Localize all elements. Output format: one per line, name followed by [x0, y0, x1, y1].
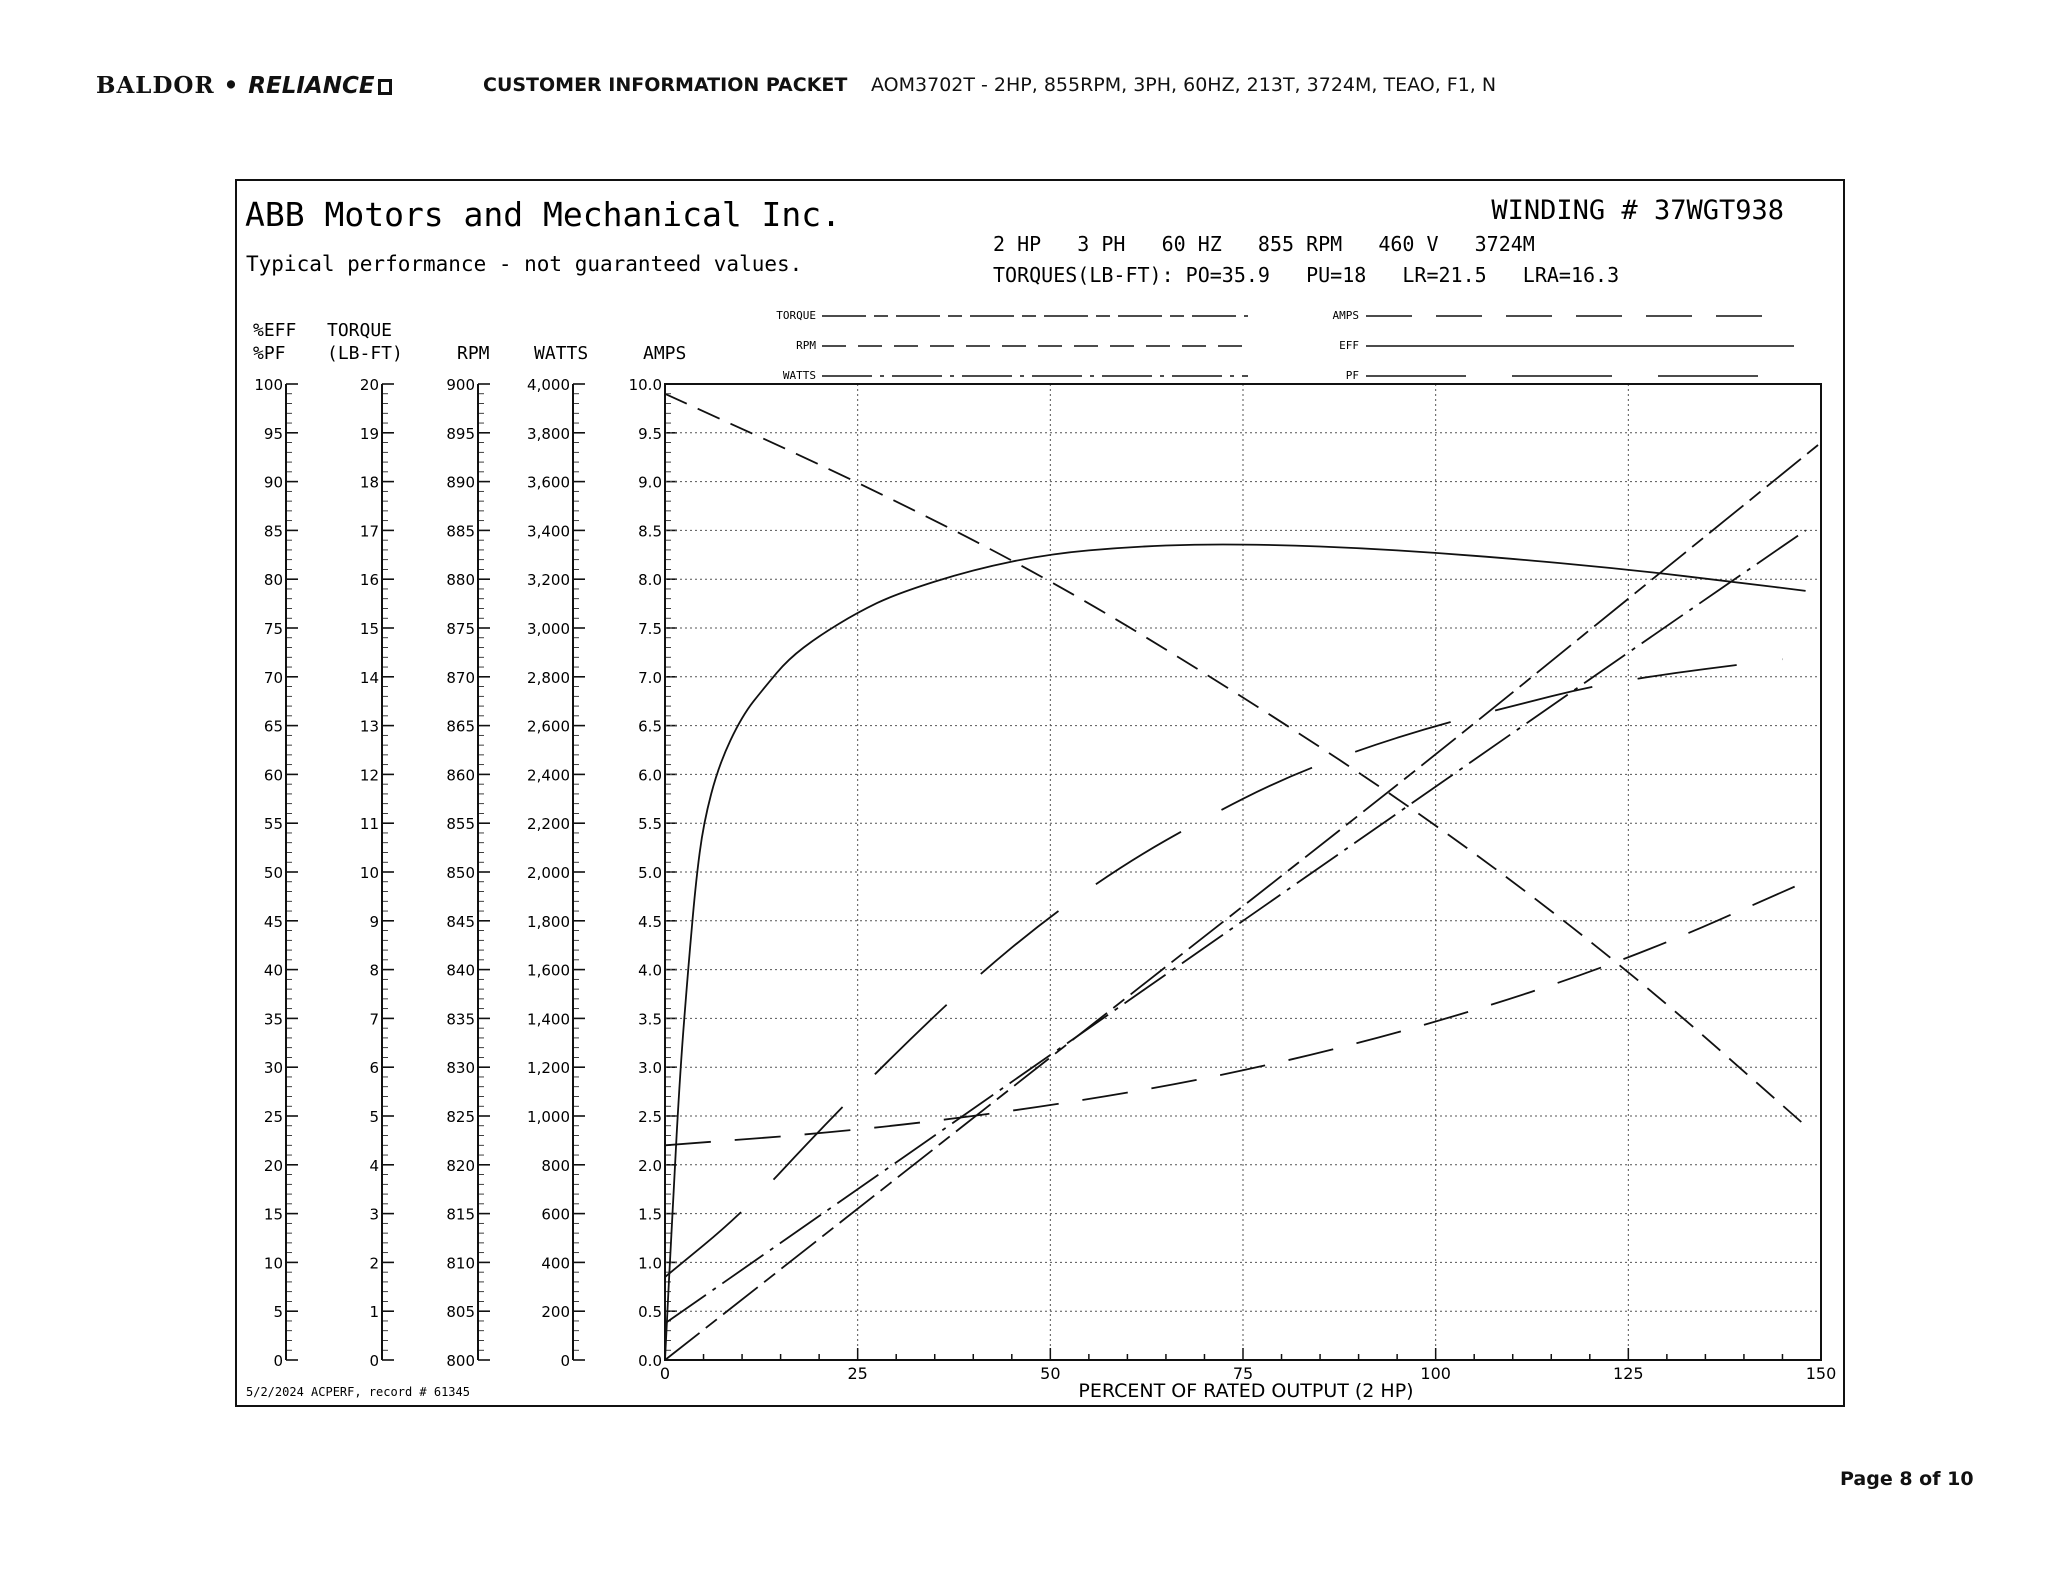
- axis-tick-label: 800: [541, 1156, 570, 1175]
- series-line-rpm: [665, 394, 1806, 1126]
- axis-tick-label: 1.0: [638, 1254, 662, 1273]
- model-description: AOM3702T - 2HP, 855RPM, 3PH, 60HZ, 213T, 3724M, TEAO, F1, N: [871, 74, 1497, 96]
- brand-dot: •: [223, 72, 240, 99]
- axis-tick-label: 3,000: [527, 620, 570, 638]
- legend-entry: [1333, 309, 1785, 322]
- x-axis-label: PERCENT OF RATED OUTPUT (2 HP): [1078, 1380, 1414, 1402]
- legend-label: WATTS: [782, 369, 816, 382]
- x-tick-label: 100: [1420, 1364, 1451, 1383]
- axis-tick-label: 40: [263, 961, 283, 980]
- axis-tick-label: 2,400: [527, 766, 570, 785]
- chart-legend: [776, 309, 1794, 382]
- axis-tick-label: 80: [263, 571, 283, 590]
- axis-tick-label: 9.5: [638, 424, 662, 443]
- axis-tick-label: 7.0: [638, 668, 662, 687]
- axis-tick-label: 10: [263, 1254, 283, 1273]
- axis-tick-label: 850: [446, 864, 475, 882]
- axis-tick-label: 90: [263, 473, 283, 492]
- brand-left-text: BALDOR: [96, 72, 215, 99]
- axis-tick-label: 2,200: [527, 815, 570, 834]
- axis-tick-label: 15: [359, 620, 379, 638]
- axis-tick-label: 19: [359, 424, 379, 443]
- legend-label: PF: [1345, 369, 1359, 382]
- winding-number: WINDING # 37WGT938: [1491, 195, 1784, 226]
- axis-tick-label: 2,600: [527, 717, 570, 736]
- legend-label: TORQUE: [776, 309, 816, 322]
- axis-tick-label: 9.0: [638, 473, 662, 492]
- value-axis: [253, 320, 298, 1370]
- axis-tick-label: 8: [369, 961, 379, 980]
- axis-tick-label: 815: [446, 1205, 475, 1224]
- axis-tick-label: 20: [263, 1156, 283, 1175]
- axis-tick-label: 8.0: [638, 571, 662, 590]
- axis-header: %EFF: [253, 320, 297, 341]
- axis-tick-label: 875: [446, 620, 475, 638]
- x-tick-label: 125: [1613, 1364, 1644, 1383]
- axis-tick-label: 17: [359, 522, 379, 541]
- axis-tick-label: 2: [369, 1254, 379, 1273]
- axis-header: WATTS: [534, 343, 589, 364]
- axis-tick-label: 3: [369, 1205, 379, 1224]
- axis-tick-label: 4: [369, 1156, 379, 1175]
- axis-tick-label: 1,200: [527, 1059, 570, 1078]
- axis-tick-label: 2,800: [527, 668, 570, 687]
- x-tick-label: 25: [847, 1364, 868, 1383]
- axis-tick-label: 855: [446, 815, 475, 834]
- axis-tick-label: 3,200: [527, 571, 570, 590]
- axis-tick-label: 5.5: [638, 815, 662, 834]
- axis-tick-label: 820: [446, 1156, 475, 1175]
- series-line-watts: [665, 530, 1806, 1323]
- axis-tick-label: 5.0: [638, 864, 662, 882]
- axis-header: TORQUE: [327, 320, 393, 341]
- plot-grid: [665, 384, 1821, 1360]
- axis-tick-label: 900: [446, 376, 475, 394]
- axis-tick-label: 870: [446, 668, 475, 687]
- axis-tick-label: 3,800: [527, 424, 570, 443]
- axis-tick-label: 55: [263, 815, 283, 834]
- axis-tick-label: 845: [446, 912, 475, 931]
- axis-tick-label: 13: [359, 717, 379, 736]
- torque-values: TORQUES(LB-FT): PO=35.9 PU=18 LR=21.5 LRA=16.3: [993, 263, 1620, 287]
- legend-entry: [796, 339, 1248, 352]
- axis-tick-label: 20: [359, 376, 379, 394]
- legend-label: AMPS: [1332, 309, 1359, 322]
- axis-tick-label: 2.0: [638, 1156, 662, 1175]
- axis-tick-label: 810: [446, 1254, 475, 1273]
- axis-tick-label: 1,000: [527, 1108, 570, 1126]
- axis-tick-label: 7: [369, 1010, 379, 1029]
- legend-entry: [783, 369, 1248, 382]
- axis-tick-label: 0.0: [638, 1352, 662, 1370]
- axis-tick-label: 880: [446, 571, 475, 590]
- axis-tick-label: 200: [541, 1303, 570, 1322]
- axis-tick-label: 860: [446, 766, 475, 785]
- axis-tick-label: 6.0: [638, 766, 662, 785]
- axis-tick-label: 1.5: [638, 1205, 662, 1224]
- x-tick-label: 50: [1040, 1364, 1061, 1383]
- value-axis: [629, 343, 687, 1370]
- value-axis: [446, 343, 490, 1370]
- x-axis-ticks: [660, 1348, 1836, 1383]
- axis-header: %PF: [253, 343, 286, 364]
- axis-tick-label: 890: [446, 473, 475, 492]
- x-tick-label: 150: [1805, 1364, 1837, 1383]
- legend-entry: [1346, 369, 1762, 382]
- axis-tick-label: 825: [446, 1108, 475, 1126]
- axis-tick-label: 2.5: [638, 1108, 662, 1126]
- axis-tick-label: 5: [273, 1303, 283, 1322]
- legend-entry: [776, 309, 1248, 322]
- page-number: Page 8 of 10: [1840, 1468, 1974, 1490]
- axis-tick-label: 3,600: [527, 473, 570, 492]
- axis-tick-label: 10.0: [628, 376, 662, 394]
- axis-tick-label: 4,000: [527, 376, 570, 394]
- axis-tick-label: 6.5: [638, 717, 662, 736]
- axis-tick-label: 0: [369, 1352, 379, 1370]
- axis-tick-label: 3,400: [527, 522, 570, 541]
- axis-tick-label: 14: [359, 668, 379, 687]
- x-tick-label: 75: [1232, 1364, 1254, 1383]
- axis-tick-label: 800: [446, 1352, 475, 1370]
- packet-title: CUSTOMER INFORMATION PACKET: [483, 74, 848, 96]
- axis-tick-label: 10: [359, 864, 379, 882]
- axis-tick-label: 1,600: [527, 961, 570, 980]
- axis-tick-label: 11: [359, 815, 379, 834]
- axis-tick-label: 0.5: [638, 1303, 662, 1322]
- value-axis: [327, 320, 403, 1370]
- axis-tick-label: 7.5: [638, 620, 662, 638]
- axis-tick-label: 1,400: [527, 1010, 570, 1029]
- company-name: ABB Motors and Mechanical Inc.: [245, 195, 842, 234]
- legend-entry: [1339, 339, 1794, 352]
- axis-tick-label: 60: [263, 766, 283, 785]
- legend-label: EFF: [1339, 339, 1359, 352]
- axis-tick-label: 885: [446, 522, 475, 541]
- record-stamp: 5/2/2024 ACPERF, record # 61345: [246, 1385, 470, 1399]
- axis-tick-label: 1: [369, 1303, 379, 1322]
- axis-tick-label: 830: [446, 1059, 475, 1078]
- disclaimer-text: Typical performance - not guaranteed values.: [246, 252, 803, 276]
- motor-specs: 2 HP 3 PH 60 HZ 855 RPM 460 V 3724M: [993, 232, 1535, 256]
- axis-tick-label: 75: [263, 620, 283, 638]
- axis-tick-label: 15: [263, 1205, 283, 1224]
- axis-tick-label: 2,000: [527, 864, 570, 882]
- axis-tick-label: 12: [359, 766, 379, 785]
- brand-right-text: RELIANCE: [248, 73, 375, 99]
- axis-tick-label: 30: [263, 1059, 283, 1078]
- axis-tick-label: 0: [560, 1352, 570, 1370]
- axis-tick-label: 16: [359, 571, 379, 590]
- value-axes: [253, 320, 686, 1370]
- axis-tick-label: 4.5: [638, 912, 662, 931]
- axis-tick-label: 3.0: [638, 1059, 662, 1078]
- axis-tick-label: 895: [446, 424, 475, 443]
- axis-tick-label: 8.5: [638, 522, 662, 541]
- axis-tick-label: 865: [446, 717, 475, 736]
- axis-header: AMPS: [643, 343, 687, 364]
- axis-tick-label: 9: [369, 912, 379, 931]
- axis-tick-label: 840: [446, 961, 475, 980]
- axis-tick-label: 835: [446, 1010, 475, 1029]
- axis-tick-label: 6: [369, 1059, 379, 1078]
- series-line-eff: [665, 544, 1806, 1360]
- axis-tick-label: 18: [359, 473, 379, 492]
- axis-tick-label: 85: [263, 522, 283, 541]
- axis-header: RPM: [457, 343, 490, 364]
- axis-tick-label: 50: [263, 864, 283, 882]
- axis-tick-label: 805: [446, 1303, 475, 1322]
- axis-tick-label: 95: [263, 424, 283, 443]
- axis-tick-label: 45: [263, 912, 283, 931]
- x-tick-label: 0: [659, 1364, 671, 1383]
- axis-tick-label: 65: [263, 717, 283, 736]
- axis-tick-label: 400: [541, 1254, 570, 1273]
- axis-tick-label: 35: [263, 1010, 283, 1029]
- series-line-pf: [665, 659, 1783, 1277]
- axis-tick-label: 100: [254, 376, 283, 394]
- axis-tick-label: 1,800: [527, 912, 570, 931]
- axis-header: (LB-FT): [327, 343, 403, 364]
- legend-label: RPM: [796, 339, 816, 352]
- axis-tick-label: 600: [541, 1205, 570, 1224]
- axis-tick-label: 0: [273, 1352, 283, 1370]
- axis-tick-label: 5: [369, 1108, 379, 1126]
- axis-tick-label: 4.0: [638, 961, 662, 980]
- axis-tick-label: 70: [263, 668, 283, 687]
- axis-tick-label: 25: [263, 1108, 283, 1126]
- series-line-amps: [665, 882, 1806, 1146]
- axis-tick-label: 3.5: [638, 1010, 662, 1029]
- value-axis: [527, 343, 588, 1370]
